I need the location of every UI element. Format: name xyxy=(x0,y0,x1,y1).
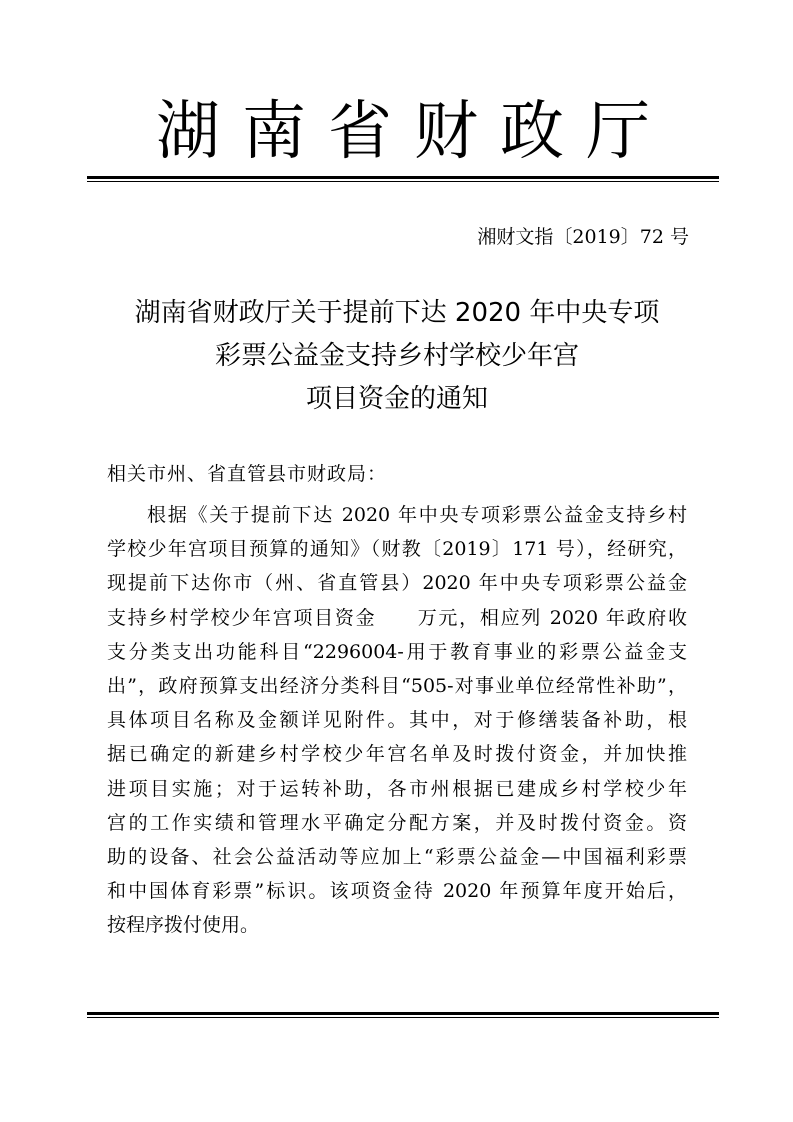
body-line: 据已确定的新建乡村学校少年宫名单及时拨付资金，并加快推 xyxy=(107,743,687,766)
body-text xyxy=(107,498,687,943)
body-line: 支分类支出功能科目“2296004-用于教育事业的彩票公益金支 xyxy=(107,640,687,663)
document-title-line: 湖南省财政厅关于提前下达 2020 年中央专项 xyxy=(134,298,660,328)
masthead xyxy=(87,86,719,178)
footer-rule-thick xyxy=(87,1012,719,1015)
body-line: 和中国体育彩票”标识。该项资金待 2020 年预算年度开始后， xyxy=(107,880,687,903)
body-line: 进项目实施；对于运转补助，各市州根据已建成乡村学校少年 xyxy=(107,777,687,800)
body-line: 宫的工作实绩和管理水平确定分配方案，并及时拨付资金。资 xyxy=(107,811,687,834)
masthead-title: 湖南省财政厅 xyxy=(156,95,672,169)
body-line: 现提前下达你市（州、省直管县）2020 年中央专项彩票公益金 xyxy=(107,572,687,595)
addressee: 相关市州、省直管县市财政局： xyxy=(107,463,388,485)
body-line: 助的设备、社会公益活动等应加上“彩票公益金—中国福利彩票 xyxy=(107,846,687,869)
body-line: 出”，政府预算支出经济分类科目“505-对事业单位经常性补助”， xyxy=(107,675,687,698)
body-line: 支持乡村学校少年宫项目资金 万元，相应列 2020 年政府收 xyxy=(107,606,687,629)
document-title xyxy=(87,292,707,421)
document-title-line: 彩票公益金支持乡村学校少年宫 xyxy=(214,341,579,371)
masthead-rule-thick xyxy=(87,176,719,179)
footer-rule-thin xyxy=(87,1017,719,1018)
document-title-line: 项目资金的通知 xyxy=(305,384,488,414)
body-line: 按程序拨付使用。 xyxy=(107,914,260,937)
masthead-rule-thin xyxy=(87,181,719,182)
body-line: 学校少年宫项目预算的通知》（财教〔2019〕171 号），经研究， xyxy=(107,538,687,561)
body-line: 根据《关于提前下达 2020 年中央专项彩票公益金支持乡村 xyxy=(147,504,687,526)
document-number: 湘财文指〔2019〕72 号 xyxy=(477,226,689,248)
body-line: 具体项目名称及金额详见附件。其中，对于修缮装备补助，根 xyxy=(107,709,687,732)
